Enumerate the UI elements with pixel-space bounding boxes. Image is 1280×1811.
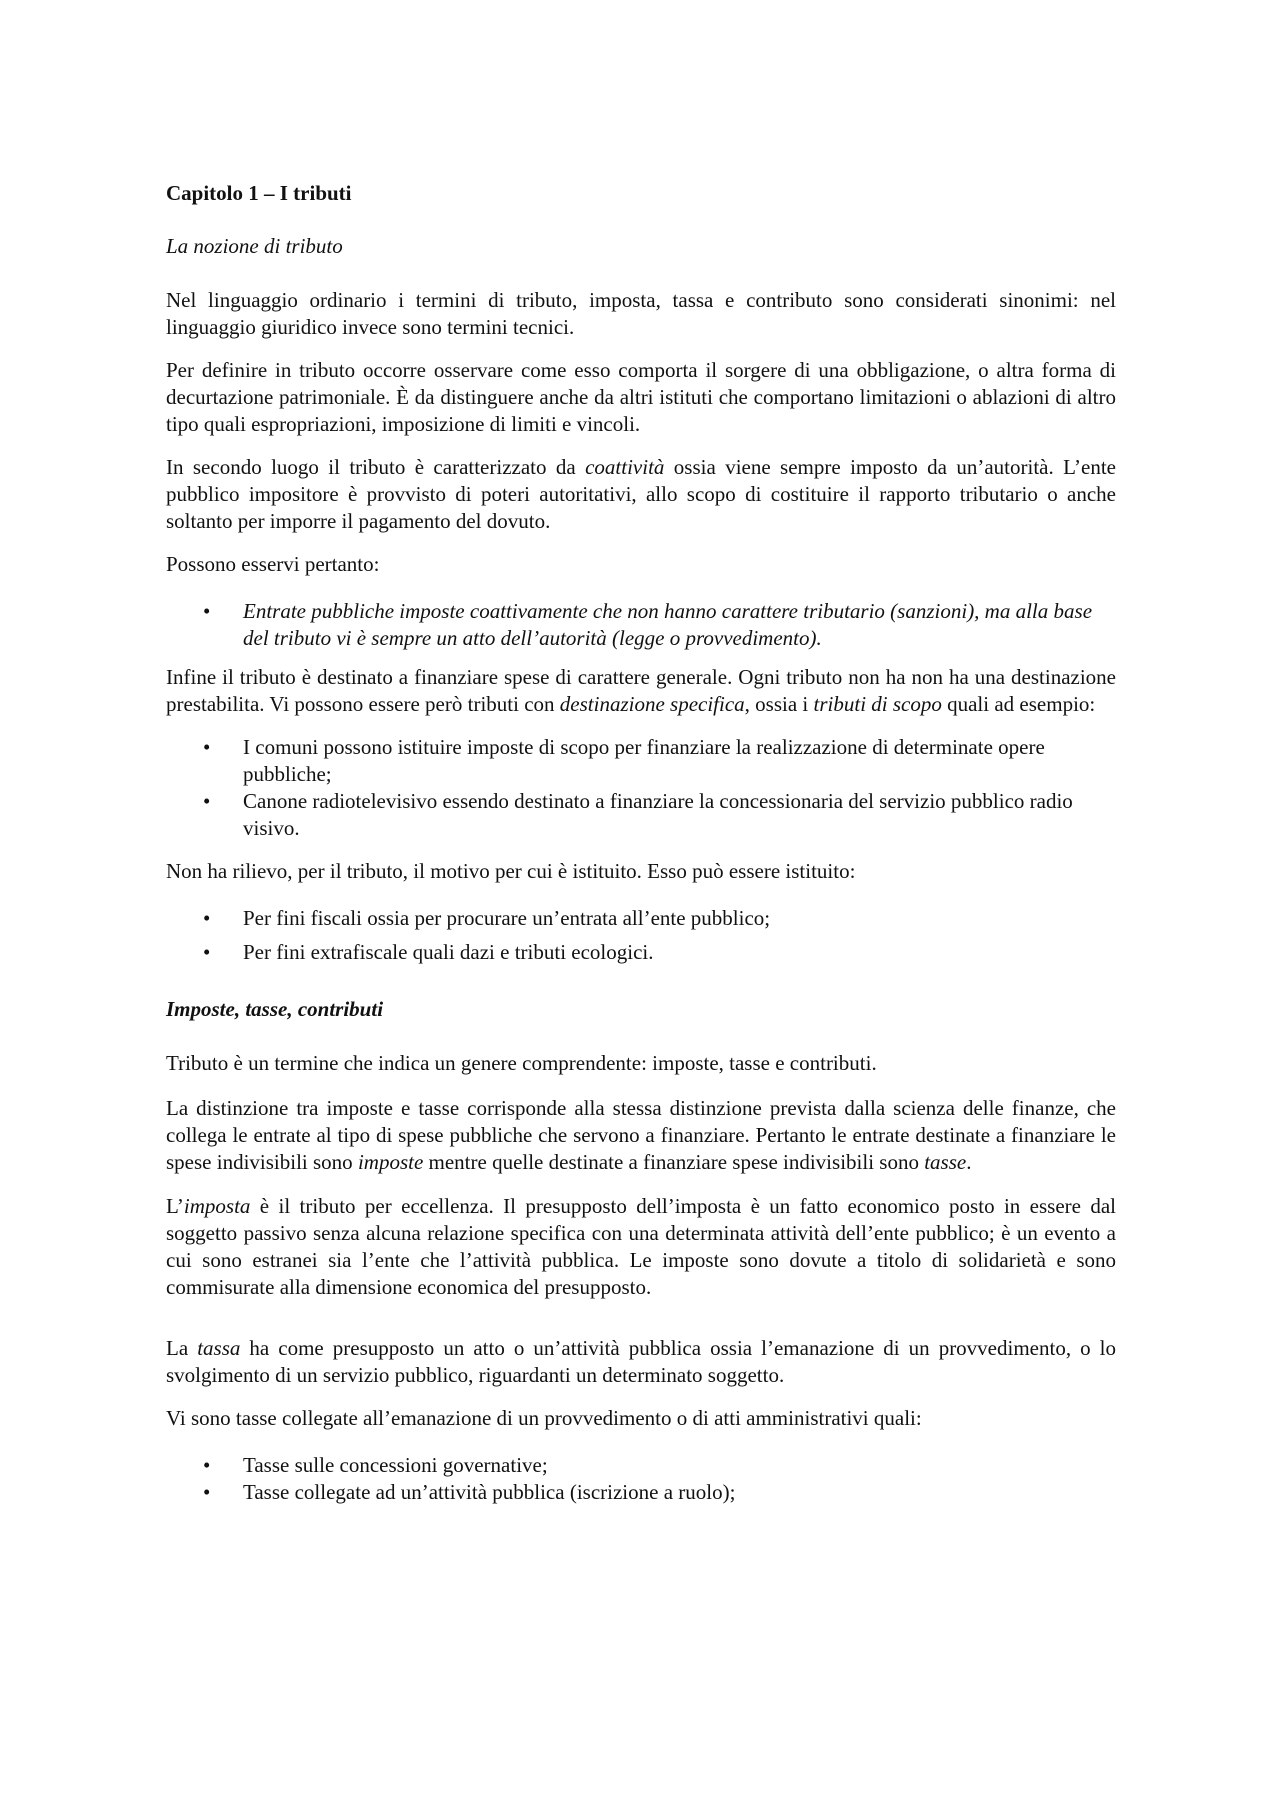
list-item: • Tasse sulle concessioni governative;	[203, 1453, 548, 1477]
paragraph-3: In secondo luogo il tributo è caratterizzato da coattività ossia viene sempre imposto da un’autorità. L’ente pubblico impositore è provvisto di poteri autoritativi, allo scopo di costituire il rapporto tributario o anche soltanto per imporre il pagamento del dovuto.	[166, 455, 1116, 533]
paragraph-5: Infine il tributo è destinato a finanziare spese di carattere generale. Ogni tributo non ha non ha una destinazione prestabilita. Vi possono essere però tributi con destinazione specifica, ossia i tributi di scopo quali ad esempio:	[166, 665, 1116, 716]
paragraph-1: Nel linguaggio ordinario i termini di tributo, imposta, tassa e contributo sono considerati sinonimi: nel linguaggio giuridico invece sono termini tecnici.	[166, 288, 1116, 339]
paragraph-7: Tributo è un termine che indica un genere comprendente: imposte, tasse e contributi.	[166, 1051, 877, 1075]
list-item: • Tasse collegate ad un’attività pubblica (iscrizione a ruolo);	[203, 1480, 736, 1504]
bullet-icon: •	[203, 789, 211, 813]
bullet-icon: •	[203, 735, 211, 759]
list-entrate	[166, 598, 1116, 652]
paragraph-11: Vi sono tasse collegate all’emanazione di un provvedimento o di atti amministrativi quali:	[166, 1406, 922, 1430]
list-tributi-scopo	[166, 734, 1116, 842]
section-title-nozione: La nozione di tributo	[166, 234, 343, 258]
paragraph-2: Per definire in tributo occorre osservare come esso comporta il sorgere di una obbligazione, o altra forma di decurtazione patrimoniale. È da distinguere anche da altri istituti che comportano limitazioni o ablazioni di altro tipo quali espropriazioni, imposizione di limiti e vincoli.	[166, 358, 1116, 436]
document-body	[166, 180, 1116, 1506]
list-tasse	[166, 1452, 1116, 1506]
list-fini	[166, 905, 1116, 966]
paragraph-6: Non ha rilievo, per il tributo, il motivo per cui è istituito. Esso può essere istituito:	[166, 859, 856, 883]
paragraph-4: Possono esservi pertanto:	[166, 552, 380, 576]
paragraph-8: La distinzione tra imposte e tasse corrisponde alla stessa distinzione prevista dalla scienza delle finanze, che collega le entrate al tipo di spese pubbliche che servono a finanziare. Pertanto le entrate destinate a finanziare le spese indivisibili sono imposte mentre quelle destinate a finanziare spese indivisibili sono tasse.	[166, 1096, 1116, 1174]
bullet-icon: •	[203, 1453, 211, 1477]
list-item: • Per fini extrafiscale quali dazi e tributi ecologici.	[203, 940, 654, 964]
bullet-icon: •	[203, 906, 211, 930]
list-item: • I comuni possono istituire imposte di scopo per finanziare la realizzazione di determinate opere pubbliche;	[203, 735, 1045, 786]
bullet-icon: •	[203, 1480, 211, 1504]
chapter-title: Capitolo 1 – I tributi	[166, 181, 352, 205]
section-title-imposte: Imposte, tasse, contributi	[166, 997, 384, 1021]
paragraph-10: La tassa ha come presupposto un atto o un’attività pubblica ossia l’emanazione di un provvedimento, o lo svolgimento di un servizio pubblico, riguardanti un determinato soggetto.	[166, 1336, 1116, 1387]
list-item: • Canone radiotelevisivo essendo destinato a finanziare la concessionaria del servizio pubblico radio visivo.	[203, 789, 1073, 840]
bullet-icon: •	[203, 940, 211, 964]
list-item: • Entrate pubbliche imposte coattivamente che non hanno carattere tributario (sanzioni), ma alla base del tributo vi è sempre un atto dell’autorità (legge o provvedimento).	[203, 599, 1093, 650]
paragraph-9: L’imposta è il tributo per eccellenza. Il presupposto dell’imposta è un fatto economico posto in essere dal soggetto passivo senza alcuna relazione specifica con una determinata attività dell’ente pubblico; è un evento a cui sono estranei sia l’ente che l’attività pubblica. Le imposte sono dovute a titolo di solidarietà e sono commisurate alla dimensione economica del presupposto.	[166, 1194, 1116, 1299]
bullet-icon: •	[203, 599, 211, 623]
list-item: • Per fini fiscali ossia per procurare un’entrata all’ente pubblico;	[203, 906, 771, 930]
